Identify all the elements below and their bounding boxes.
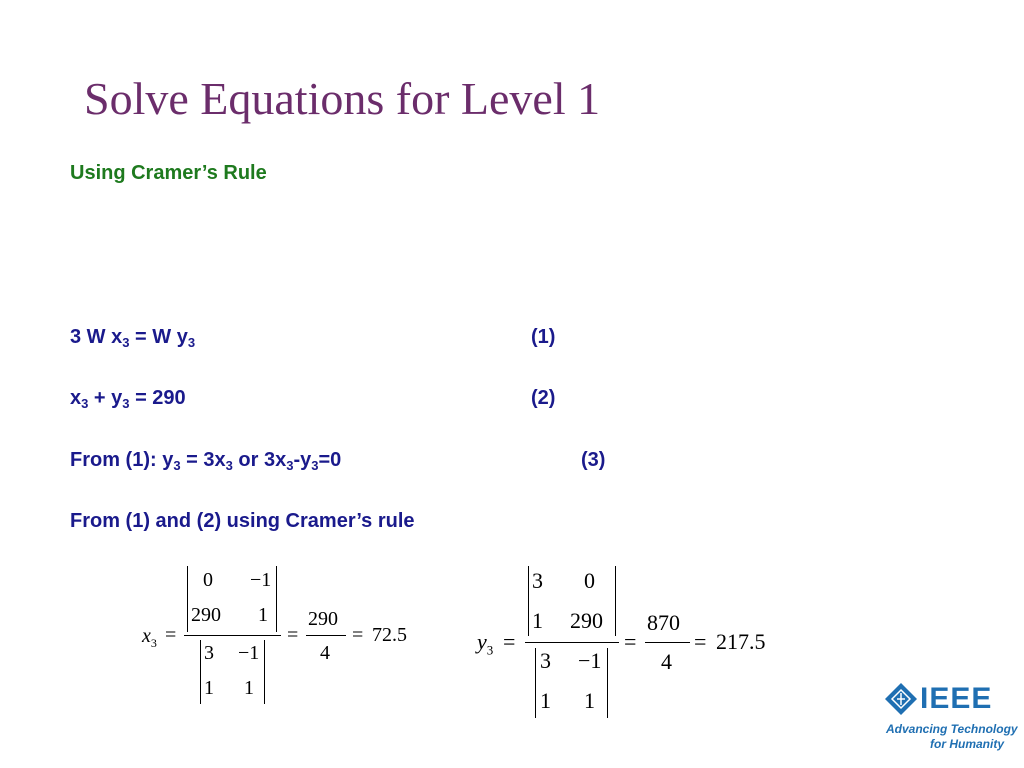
x3-num-det-r1c2: −1: [250, 569, 272, 591]
eq1-text-b: = W y: [129, 326, 188, 348]
y3-den-det-left-bar: [535, 648, 536, 718]
y3-variable: [477, 629, 493, 658]
eq3-text-e: =0: [318, 449, 342, 471]
x3-den-det-r2c2: 1: [244, 677, 254, 699]
x3-num-det-r2c2: 1: [258, 604, 268, 626]
y3-equals-2: =: [624, 629, 637, 654]
cramer-intro: From (1) and (2) using Cramer’s rule: [70, 510, 415, 532]
x3-den-det-right-bar: [264, 640, 265, 704]
ieee-tagline-1: Advancing Technology: [886, 722, 1018, 736]
ieee-diamond-icon: [884, 682, 918, 716]
x3-den-det-r2c1: 1: [204, 677, 214, 699]
eq3-text-a: From (1): y: [70, 449, 174, 471]
eq3-sub-a: 3: [173, 458, 181, 473]
x3-result: 72.5: [372, 624, 407, 646]
y3-den-det-r2c2: 1: [584, 688, 595, 713]
y3-equals-3: =: [694, 629, 707, 654]
slide-subtitle: Using Cramer’s Rule: [70, 162, 267, 184]
eq3-sub-b: 3: [225, 458, 233, 473]
y3-num-det-r1c2: 0: [584, 568, 595, 593]
y3-num-det-r1c1: 3: [532, 568, 543, 593]
x3-num-det-left-bar: [187, 566, 188, 632]
eq2-text-c: = 290: [129, 387, 186, 409]
x3-den-det-r1c2: −1: [238, 642, 260, 664]
x3-equals-2: =: [287, 624, 299, 646]
x3-var: x: [142, 625, 151, 647]
eq2-sub-b: 3: [122, 396, 130, 411]
x3-den-det-left-bar: [200, 640, 201, 704]
ieee-logo: [884, 682, 1018, 752]
x3-den-det-r1c1: 3: [204, 642, 214, 664]
x3-num-det-r1c1: 0: [203, 569, 213, 591]
y3-num-det-r2c2: 290: [570, 608, 603, 633]
x3-var-sub: 3: [150, 636, 157, 650]
y3-den-det-right-bar: [607, 648, 608, 718]
x3-num-det-r2c1: 290: [191, 604, 221, 626]
eq3-text-b: = 3x: [180, 449, 226, 471]
eq2-sub-a: 3: [81, 396, 89, 411]
eq3-text-c: or 3x: [232, 449, 287, 471]
equation-3-number: (3): [581, 449, 606, 471]
x3-equals-3: =: [352, 624, 364, 646]
y3-var: y: [477, 629, 487, 654]
x3-variable: [142, 625, 157, 651]
y3-frac2-bar: [645, 642, 690, 643]
eq1-sub-a: 3: [122, 335, 130, 350]
y3-frac-numerator: 870: [647, 610, 680, 635]
equation-3: [70, 449, 341, 472]
y3-num-det-left-bar: [528, 566, 529, 636]
y3-num-det-r2c1: 1: [532, 608, 543, 633]
y3-den-det-r1c1: 3: [540, 648, 551, 673]
x3-num-det-right-bar: [276, 566, 277, 632]
eq2-text-b: + y: [88, 387, 123, 409]
eq1-text-a: 3 W x: [70, 326, 123, 348]
y3-fraction-bar: [525, 642, 619, 643]
slide-title: Solve Equations for Level 1: [84, 73, 601, 124]
y3-den-det-r2c1: 1: [540, 688, 551, 713]
eq3-sub-d: 3: [311, 458, 319, 473]
ieee-logo-word: IEEE: [920, 682, 993, 715]
x3-equals-1: =: [165, 624, 177, 646]
eq3-sub-c: 3: [286, 458, 294, 473]
equation-1-number: (1): [531, 326, 556, 348]
eq3-text-d: -y: [293, 449, 312, 471]
ieee-tagline-2: for Humanity: [930, 737, 1005, 751]
y3-frac-denominator: 4: [661, 649, 672, 674]
y3-var-sub: 3: [486, 642, 494, 658]
eq1-sub-b: 3: [187, 335, 196, 350]
equation-2-number: (2): [531, 387, 556, 409]
equation-1: [70, 326, 195, 349]
y3-result: 217.5: [716, 629, 766, 654]
y3-num-det-right-bar: [615, 566, 616, 636]
x3-frac-numerator: 290: [308, 608, 338, 630]
x3-frac-denominator: 4: [320, 642, 330, 664]
equation-2: [70, 387, 186, 410]
y3-den-det-r1c2: −1: [578, 648, 602, 673]
x3-frac2-bar: [306, 635, 346, 636]
y3-equals-1: =: [503, 629, 516, 654]
eq2-text-a: x: [70, 387, 82, 409]
x3-fraction-bar: [184, 635, 281, 636]
